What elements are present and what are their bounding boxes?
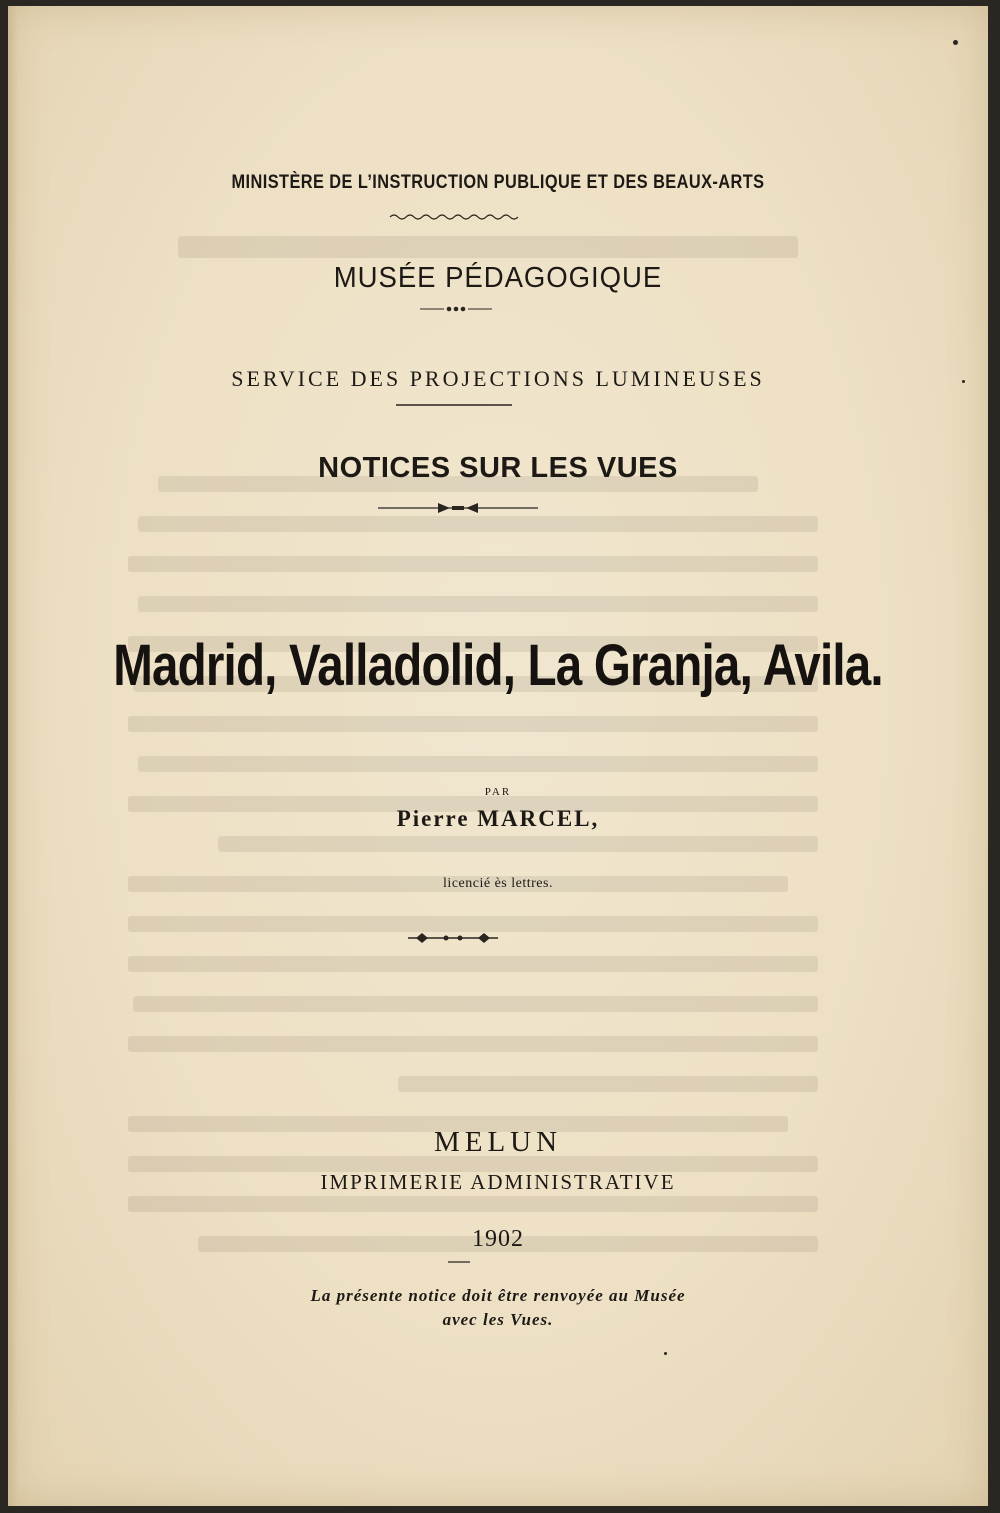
bowtie-rule-ornament (378, 502, 538, 514)
page-edge-shadow (8, 6, 18, 1506)
short-rule (448, 1260, 470, 1264)
service-heading: SERVICE DES PROJECTIONS LUMINEUSES (231, 366, 765, 391)
notices-subtitle: NOTICES SUR LES VUES (318, 452, 678, 484)
document-page (8, 6, 988, 1506)
author-name: Pierre MARCEL, (396, 806, 600, 831)
wavy-rule-ornament (388, 212, 520, 222)
author-credential: licencié ès lettres. (443, 876, 553, 891)
dotted-rule-ornament (420, 304, 492, 314)
plain-rule (396, 402, 512, 408)
return-notice-line-2: avec les Vues. (442, 1310, 554, 1329)
imprint-city: MELUN (433, 1126, 563, 1158)
document-title: Madrid, Valladolid, La Granja, Avila. (113, 633, 883, 698)
paper-speck (664, 1352, 667, 1355)
museum-heading: MUSÉE PÉDAGOGIQUE (333, 262, 663, 294)
imprint-printer: IMPRIMERIE ADMINISTRATIVE (320, 1170, 676, 1194)
imprint-year: 1902 (472, 1226, 524, 1252)
return-notice-line-1: La présente notice doit être renvoyée au Musée (310, 1286, 686, 1305)
paper-speck (962, 380, 965, 383)
paper-speck (953, 40, 958, 45)
diamond-rule-ornament (408, 932, 498, 944)
by-label: PAR (484, 786, 512, 798)
ministry-heading: MINISTÈRE DE L’INSTRUCTION PUBLIQUE ET DES BEAUX-ARTS (231, 172, 765, 193)
